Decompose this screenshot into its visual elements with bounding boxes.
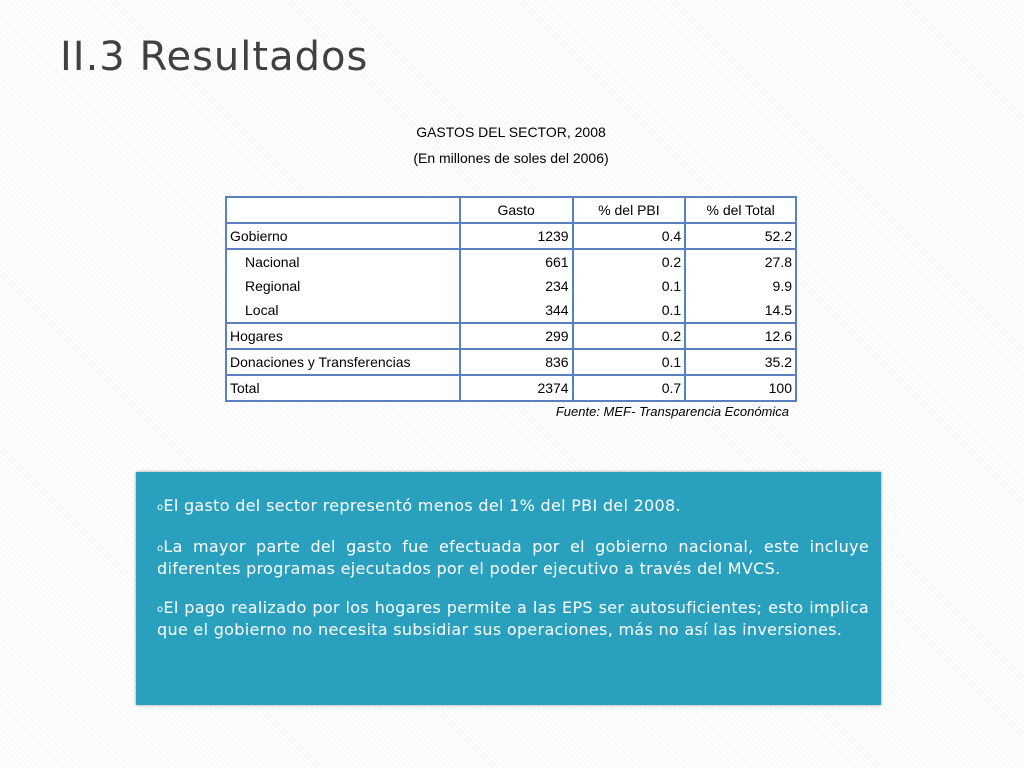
table-row bbox=[226, 349, 796, 375]
cell-total: 14.5 bbox=[685, 298, 796, 323]
table-row-total bbox=[226, 375, 796, 401]
cell-gasto: 1239 bbox=[460, 223, 573, 249]
row-label: Hogares bbox=[226, 323, 460, 349]
cell-pbi: 0.2 bbox=[573, 249, 686, 274]
cell-gasto: 2374 bbox=[460, 375, 573, 401]
slide-title: II.3 Resultados bbox=[60, 34, 369, 80]
cell-pbi: 0.1 bbox=[573, 349, 686, 375]
row-label: Regional bbox=[226, 274, 460, 298]
cell-total: 100 bbox=[685, 375, 796, 401]
bullet-icon: o bbox=[157, 543, 164, 554]
table-header-row bbox=[226, 197, 796, 223]
cell-pbi: 0.7 bbox=[573, 375, 686, 401]
finding-item bbox=[157, 537, 869, 579]
bullet-icon: o bbox=[157, 604, 164, 615]
cell-pbi: 0.4 bbox=[573, 223, 686, 249]
cell-total: 35.2 bbox=[685, 349, 796, 375]
cell-gasto: 299 bbox=[460, 323, 573, 349]
cell-total: 52.2 bbox=[685, 223, 796, 249]
table-row bbox=[226, 298, 796, 323]
table-row bbox=[226, 274, 796, 298]
finding-text: La mayor parte del gasto fue efectuada por el gobierno nacional, este incluye diferentes programas ejecutados por el poder ejecutivo a través del MVCS. bbox=[157, 537, 869, 578]
row-label: Total bbox=[226, 375, 460, 401]
finding-item bbox=[157, 598, 869, 640]
finding-text: El gasto del sector representó menos del 1% del PBI del 2008. bbox=[163, 496, 681, 515]
cell-total: 12.6 bbox=[685, 323, 796, 349]
cell-gasto: 344 bbox=[460, 298, 573, 323]
table-subtitle: (En millones de soles del 2006) bbox=[413, 150, 609, 166]
table-row bbox=[226, 323, 796, 349]
cell-pbi: 0.1 bbox=[573, 298, 686, 323]
table-source-note: Fuente: MEF- Transparencia Económica bbox=[555, 404, 789, 419]
row-label: Local bbox=[226, 298, 460, 323]
table-row bbox=[226, 223, 796, 249]
bullet-icon: o bbox=[157, 502, 164, 513]
header-empty bbox=[226, 197, 460, 223]
table-title: GASTOS DEL SECTOR, 2008 bbox=[416, 124, 606, 140]
table-row bbox=[226, 249, 796, 274]
findings-box bbox=[136, 472, 881, 705]
header-pbi: % del PBI bbox=[573, 197, 686, 223]
cell-pbi: 0.1 bbox=[573, 274, 686, 298]
cell-gasto: 661 bbox=[460, 249, 573, 274]
cell-total: 27.8 bbox=[685, 249, 796, 274]
cell-pbi: 0.2 bbox=[573, 323, 686, 349]
cell-gasto: 836 bbox=[460, 349, 573, 375]
finding-item bbox=[157, 496, 869, 518]
expenditure-table bbox=[225, 196, 797, 402]
row-label: Nacional bbox=[226, 249, 460, 274]
row-label: Donaciones y Transferencias bbox=[226, 349, 460, 375]
header-total: % del Total bbox=[685, 197, 796, 223]
cell-total: 9.9 bbox=[685, 274, 796, 298]
header-gasto: Gasto bbox=[460, 197, 573, 223]
finding-text: El pago realizado por los hogares permite a las EPS ser autosuficientes; esto implica que el gobierno no necesita subsidiar sus operaciones, más no así las inversiones. bbox=[157, 598, 869, 639]
cell-gasto: 234 bbox=[460, 274, 573, 298]
row-label: Gobierno bbox=[226, 223, 460, 249]
